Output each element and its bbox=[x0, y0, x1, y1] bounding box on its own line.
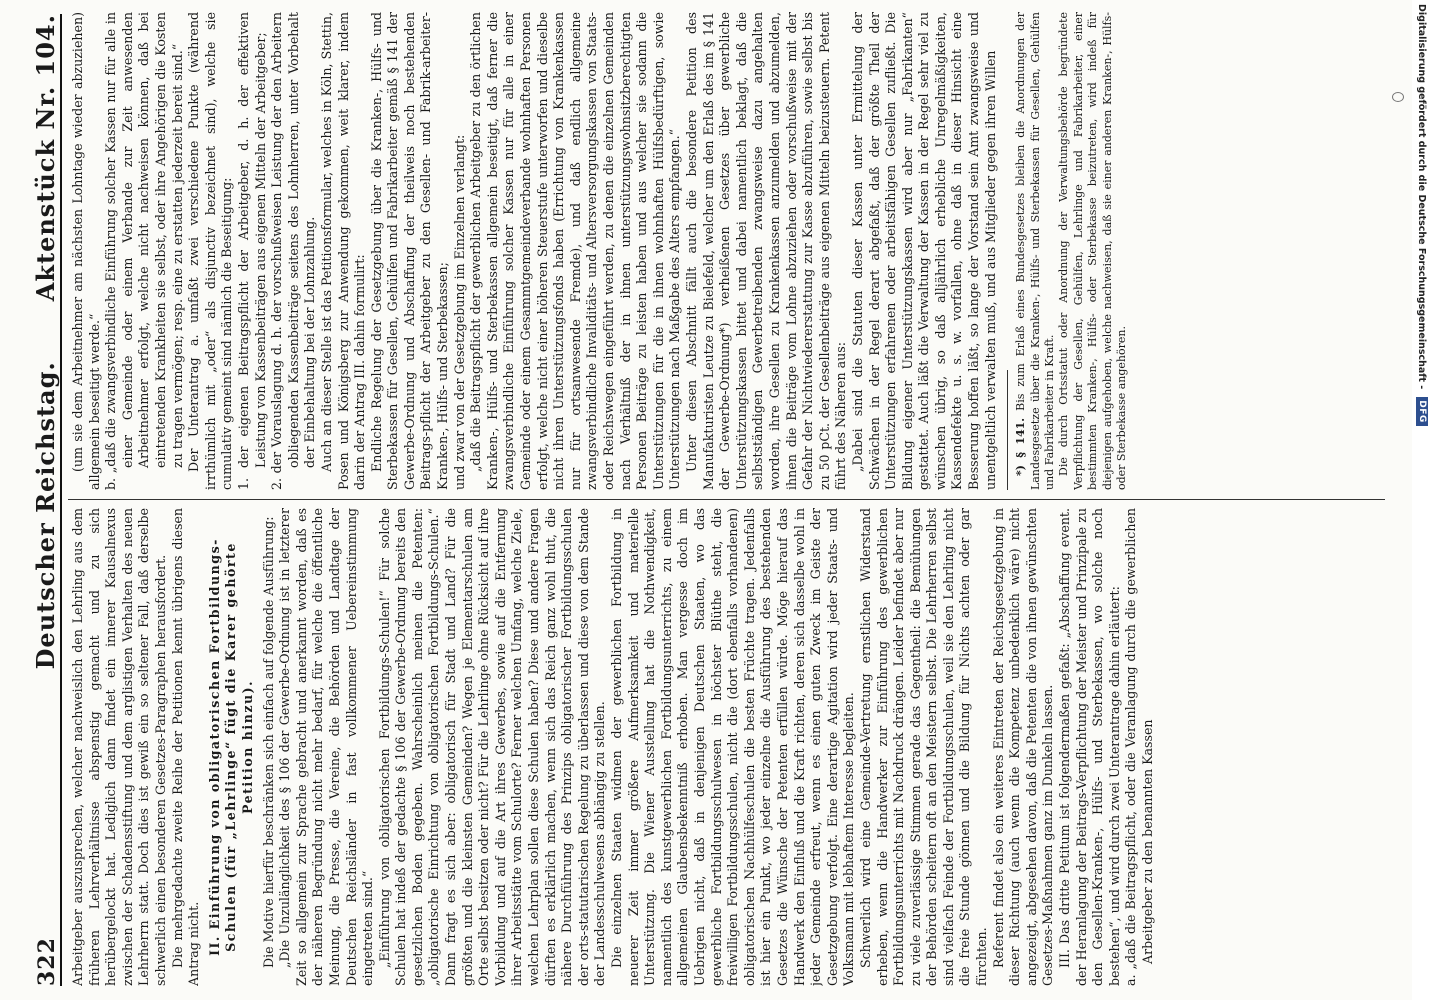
credit-text: Digitalisierung gefördert durch die Deutsche Forschungsgemeinschaft - bbox=[1416, 4, 1428, 390]
paragraph: Die mehrgedachte zweite Reihe der Petitionen kennt übrigens diesen Antrag nicht. bbox=[169, 508, 202, 986]
publication-title: Deutscher Reichstag. bbox=[31, 361, 60, 670]
footnote-text bbox=[1057, 12, 1129, 490]
footnote-body: Bis zum Erlaß eines Bundesgesetzes bleiben die Anordnungen der Landesgesetze über die Kranken-, Hülfs- und Sterbekassen für Gesellen, Gehülfen und Fabrikarbeiter in Kraft. bbox=[1014, 12, 1057, 490]
list-item: 2. der Vorauslagung d. h. der vorschußweisen Leistung der den Arbeitern obliegenden Kassenbeiträge seitens des Lohnherren, unter Vorbehalt der Einbehaltung bei der Lohnzahlung. bbox=[269, 12, 318, 490]
footnote bbox=[1014, 12, 1057, 490]
paragraph: Unter diesen Abschnitt fällt auch die besondere Petition des Manufakturisten Leutze zu Bielefeld, welcher um den Erlaß des im § 141 der Gewerbe-Ordnung*) verheißenen Gesetzes über gewerbliche Unterstützungskassen bittet und dabei namentlich beklagt, daß die selbstständigen Gewerbetreibenden zwangsweise dazu angehalten worden, ihre Gesellen zu Krankenkassen anzumelden und abzumelden, ihnen die Beiträge vom Lohne abzuziehen oder vorschußweise mit der Gefahr der Nichtwiedererstattung zur Kasse abzuführen, sowie selbst bis zu 50 pCt. der Gesellenbeiträge aus eigenen Mitteln beizusteuern. Petent führt des Näheren aus: bbox=[683, 12, 849, 490]
footnote-rule bbox=[1007, 370, 1008, 490]
scan-mark bbox=[1392, 92, 1404, 102]
paragraph: Auch an dieser Stelle ist das Petitionsformular, welches in Köln, Stettin, Posen und Königsberg zur Anwendung gekommen, weit klarer, indem darin der Antrag III. dahin formulirt: bbox=[318, 12, 368, 490]
paragraph: und zwar von der Gesetzgebung im Einzelnen verlangt: bbox=[451, 134, 467, 490]
page-number: 322 bbox=[34, 937, 60, 986]
digitization-credit bbox=[1412, 0, 1432, 1004]
list-item: 1. der eigenen Beitragspflicht der Arbeitgeber, d. h. der effektiven Leistung von Kassenbeiträgen aus eigenen Mitteln der Arbeitgeber; bbox=[235, 12, 268, 490]
paragraph: Die einzelnen Staaten widmen der gewerblichen Fortbildung in neuerer Zeit immer größere Aufmerksamkeit und materielle Unterstützung. Die Wiener Ausstellung hat die Nothwendigkeit, namentlich des kunstgewerblichen Fortbildungsunterrichts, zu einem allgemeinen Glaubensbekenntniß erhoben. Man vergesse doch im Uebrigen nicht, daß in denjenigen Deutschen Staaten, wo das gewerbliche Fortbildungsschulwesen in höchster Blüthe steht, die freiwilligen Fortbildungsschulen, nicht die (dort ebenfalls vorhandenen) obligatorischen Nachhülfeschulen die besten Früchte tragen. Jedenfalls ist hier ein Punkt, wo jeder einzelne die Ausführung des bestehenden Gesetzes die Wünsche der Petenten erfüllen würde. Möge hierauf das Handwerk den Einfluß und die Kraft richten, deren sich dasselbe wohl in jeder Gemeinde erfreut, wenn es einen guten Zweck im Geiste der Gesetzgebung verfolgt. Eine derartige Agitation wird jeder Staats- und Volksmann mit lebhaftem Interesse begleiten. bbox=[609, 508, 857, 986]
paragraph: III. Das dritte Petitum ist folgendermaßen gefaßt: „Abschaffung event. der Heranlagung der Beitrags-Verpflichtung der Meister und Prinzipale zu den Gesellen-Kranken-, Hülfs- und Sterbekassen, wo solche noch bestehen“, und wird durch zwei Unterantrage dahin erläutert: bbox=[1057, 508, 1122, 986]
digitization-credit-strip bbox=[1412, 0, 1432, 1000]
paragraph: Schwerlich wird eine Gemeinde-Vertretung ernstlichen Widerstand erheben, wenn die Handwerker zur Einführung des gewerblichen Fortbildungsunterrichts mit Nachdruck drängen. Leider befindet aber nur zu viele zuverlässige Stimmen gerade das Gegentheil: die Bemühungen der Behörden scheitern oft an den Meistern selbst. Die Lehrherren selbst sind vielfach Feinde der Fortbildungsschulen, weil sie den Lehrling nicht die freie Stunde gönnen und die Bildung für Nichts achten oder gar fürchten. bbox=[857, 508, 990, 986]
paragraph: Arbeitgeber auszusprechen, welcher nachweislich den Lehrling aus dem früheren Lehrverhältnisse abspenstig gemacht und zu sich herübergelockt hat. Lediglich dann findet ein innerer Kausalnexus zwischen der Schadensstiftung und dem arglistigen Verhalten des neuen Lehrherrn statt. Doch dies ist gewiß ein so seltener Fall, daß derselbe schwerlich einen besonderen Gesetzes-Paragraphen herausfordert. bbox=[70, 508, 168, 986]
paragraph: „Die Unzulänglichkeit des § 106 der Gewerbe-Ordnung ist in letzterer Zeit so allgemein zur Sprache gebracht und anerkannt worden, daß es der näheren Begründung nicht mehr bedarf, für welche die öffentliche Meinung, die Presse, die Vereine, die Behörden und Landtage der Deutschen Reichsländer in fast vollkommener Uebereinstimmung eingetreten sind.“ bbox=[277, 508, 376, 986]
paragraph: Die Motive hierfür beschränken sich einfach auf folgende Ausführung: bbox=[260, 516, 276, 968]
footnote bbox=[1057, 12, 1129, 490]
document-title: Aktenstück Nr. 104. bbox=[31, 14, 60, 302]
dfg-logo: DFG bbox=[1416, 397, 1428, 426]
list-item: a. „daß die Beitragspflicht, oder die Veranlagung durch die gewerblichen Arbeitgeber zu den benannten Kassen bbox=[1123, 508, 1155, 986]
paragraph: Endliche Regelung der Gesetzgebung über die Kranken-, Hülfs- und Sterbekassen für Gesellen, Gehülfen und Fabrikarbeiter gemäß § 141 der Gewerbe-Ordnung und Abschaffung der theilweis noch bestehenden Beitrags-pflicht der Arbeitgeber zu den Gesellen- und Fabrik-arbeiter-Kranken-, Hülfs- und Sterbekassen; bbox=[368, 12, 451, 490]
footnote-body: Die durch Ortsstatut oder Anordnung der Verwaltungsbehörde begründete Verpflichtung der Gesellen, Gehülfen, Lehrlinge und Fabrikarbeiter, einer bestimmten Kranken-, Hülfs- oder Sterbekasse beizutreten, wird indeß für diejenigen aufgehoben, welche nachweisen, daß sie einer anderen Kranken-, Hülfs- oder Sterbekasse angehören. bbox=[1057, 12, 1129, 490]
header-titles bbox=[31, 14, 60, 669]
footnote-text bbox=[1014, 12, 1057, 490]
paragraph: „daß die Beitragspflicht der gewerblichen Arbeitgeber zu den örtlichen Kranken-, Hülfs- und Sterbekassen allgemein beseitigt, daß ferner die zwangsverbindliche Einführung solcher Kassen nur für alle in einer Gemeinde oder einem Gesammtgemeindeverbande wohnhaften Personen erfolgt, welche nicht einer höheren Steuerstufe unterworfen und dieselbe nicht ihren Unterstützungsfonds haben (Errichtung von Krankenkassen nur für ortsanwesende Fremde), und daß endlich allgemeine zwangsverbindliche Invaliditäts- und Altersversorgungskassen von Staats- oder Reichswegen eingeführt werden, zu denen die einzelnen Gemeinden nach Verhältniß der in ihnen unterstützungswohnsitzberechtigten Personen Beiträge zu leisten haben und aus welcher sie sodann die Unterstützungen für die in ihnen wohnhaften Hülfsbedürftigen, sowie Unterstützungen nach Maßgabe des Alters empfangen.“ bbox=[468, 12, 683, 490]
page-header bbox=[26, 14, 62, 986]
rotated-page-content bbox=[8, 0, 1393, 1000]
section-heading: II. Einführung von obligatorischen Fortbildungs-Schulen (für „Lehrlinge“ fügt die Karer gehörte Petition hinzu). bbox=[206, 538, 255, 956]
paragraph: „Dabei sind die Statuten dieser Kassen unter Ermittelung der Schwächen in der Regel derart abgefaßt, daß der größte Theil der Unterstützungen erfahrenen oder arbeitsfähigen Gesellen zufließt. Die Bildung eigener Unterstützungskassen wird aber nur „Fabrikanten“ gestattet. Auch läßt die Verwaltung der Kassen in der Regel sehr viel zu wünschen übrig, so daß alljährlich erhebliche Unregelmäßigkeiten, Kassendefekte u. s. w. vorfallen, ohne daß in dieser Hinsicht eine Besserung hoffen läßt, so lange der Vorstand sein Amt zwangsweise und unentgeltlich verwalten muß, und aus Mitglieder gegen ihren Willen bbox=[849, 12, 998, 490]
footnote-mark: *) § 141. bbox=[1014, 417, 1028, 476]
paragraph: Der Unterantrag a. umfaßt zwei verschiedene Punkte (während irrthümlich mit „oder“ als disjunctiv bezeichnet sind), welche sie cumulativ gemeint sind nämlich die Beseitigung: bbox=[186, 12, 235, 490]
paragraph: (um sie dem Arbeitnehmer am nächsten Lohntage wieder abzuziehen) allgemein beseitigt werde.“ bbox=[70, 12, 102, 490]
column-divider bbox=[68, 499, 1385, 500]
list-item: b. „daß die zwangsverbindliche Einführung solcher Kassen nur für alle in einer Gemeinde oder einem Verbande zur Zeit anwesenden Arbeitnehmer erfolgt, welche nicht nachweisen können, daß bei eintretenden Krankheiten sie selbst, oder ihre Angehörigen die Kosten zu tragen vermögen; resp. eine zu erstatten jederzeit bereit sind.“ bbox=[103, 12, 185, 490]
paragraph: „Einführung von obligatorischen Fortbildungs-Schulen!“ Für solche Schulen hat indeß der gedachte § 106 der Gewerbe-Ordnung bereits den gesetzlichen Boden gegeben. Wahrscheinlich meinen die Petenten: „obligatorische Einrichtung von obligatorischen Fortbildungs-Schulen.“ Dann fragt es sich aber: obligatorisch für Stadt und Land? Für die größten und die kleinsten Gemeinden? Wegen je Elementarschulen am Orte selbst besitzen oder nicht? Für die Lehrlinge ohne Rücksicht auf ihre Vorbildung und auf die Art ihres Gewerbes, sowie auf die Entfernung ihrer Arbeitsstätte vom Schulorte? Ferner welchen Umfang, welche Ziele, welchen Lehrplan sollen diese Schulen haben? Diese und andere Fragen dürften es erklärlich machen, wenn sich das Reich ganz wohl thut, die nähere Durchführung des Prinzips obligatorischer Fortbildungsschulen der orts-statutarischen Regelung zu überlassen und diese von dem Stande der Landesschulwesens abhängig zu stellen. bbox=[376, 508, 608, 986]
text-column-right bbox=[70, 12, 1385, 490]
paragraph: Referent findet also ein weiteres Eintreten der Reichsgesetzgebung in dieser Richtung (auch wenn die Kompetenz unbedenklich wäre) nicht angezeigt, abgesehen davon, daß die Petenten die von ihnen gewünschten Gesetzes-Maßnahmen ganz im Dunkeln lassen. bbox=[990, 508, 1056, 986]
text-column-left bbox=[70, 508, 1385, 986]
